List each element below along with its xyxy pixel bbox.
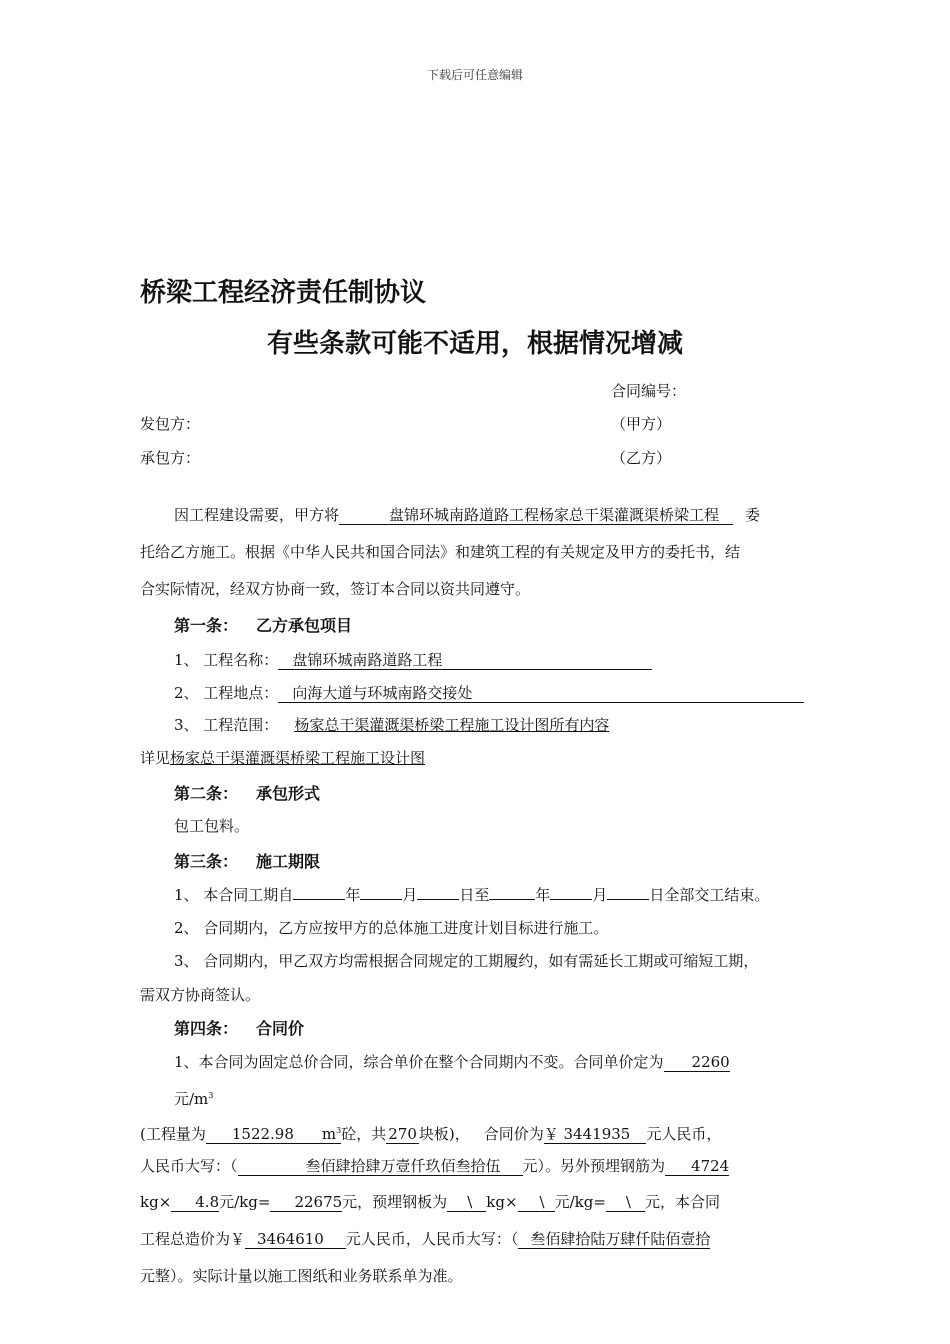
plate-unit-price-value: \ — [518, 1193, 555, 1212]
article-3-item-3-cont: 需双方协商签认。 — [140, 986, 261, 1004]
article-4-line-1: 1、本合同为固定总价合同，综合单价在整个合同期内不变。合同单价定为 2260 — [174, 1053, 730, 1071]
article-1-item-3: 3、 工程范围： 杨家总干渠灌溉渠桥梁工程施工设计图所有内容 — [174, 716, 610, 734]
intro-line-1: 因工程建设需要，甲方将 盘锦环城南路道路工程杨家总干渠灌溉渠桥梁工程 委 — [174, 506, 761, 524]
page-header-note: 下载后可任意编辑 — [426, 68, 523, 82]
article-4-line-4: 人民币大写：（ 叁佰肆拾肆万壹仟玖佰叁拾伍 元）。另外预埋钢筋为 4724 — [140, 1157, 730, 1175]
contract-number-label: 合同编号： — [611, 382, 687, 400]
end-month-blank — [550, 884, 592, 900]
article-4-line-5: kg× 4.8元/kg= 22675元，预埋钢板为 \ kg× \ 元/kg= \ 元，本合同 — [140, 1193, 720, 1211]
project-name-fill: 盘锦环城南路道路工程杨家总干渠灌溉渠桥梁工程 — [339, 506, 733, 525]
start-month-blank — [360, 884, 402, 900]
plate-total-value: \ — [606, 1193, 645, 1212]
unit-price-value: 2260 — [664, 1053, 730, 1072]
contractor-label: 承包方： — [140, 449, 201, 467]
article-3-item-2: 2、 合同期内，乙方应按甲方的总体施工进度计划目标进行施工。 — [174, 919, 609, 937]
total-price-words-value: 叁佰肆拾陆万肆仟陆佰壹拾 — [518, 1230, 710, 1249]
contractor-tag: （乙方） — [611, 449, 672, 467]
plate-weight-value: \ — [447, 1193, 486, 1212]
total-price-value: 3464610 — [245, 1230, 346, 1249]
intro-line-2: 托给乙方施工。根据《中华人民共和国合同法》和建筑工程的有关规定及甲方的委托书，结 — [140, 543, 741, 561]
article-2-heading: 第二条： 承包形式 — [174, 784, 321, 803]
employer-label: 发包方： — [140, 415, 201, 433]
article-4-line-2: 元$/m^3$ — [174, 1090, 214, 1108]
article-4-line-6: 工程总造价为￥ 3464610 元人民币，人民币大写：（ 叁佰肆拾陆万肆仟陆佰壹拾 — [140, 1230, 711, 1248]
start-year-blank — [293, 884, 345, 900]
rebar-total-value: 22675 — [270, 1193, 342, 1212]
document-subtitle: 有些条款可能不适用，根据情况增减 — [266, 329, 683, 359]
article-3-heading: 第三条： 施工期限 — [174, 852, 321, 871]
article-4-line-7: 元整）。实际计量以施工图纸和业务联系单为准。 — [140, 1267, 463, 1285]
price-in-words-value: 叁佰肆拾肆万壹仟玖佰叁拾伍 — [238, 1157, 523, 1176]
article-1-detail: 详见杨家总干渠灌溉渠桥梁工程施工设计图 — [140, 749, 426, 767]
intro-line-3: 合实际情况，经双方协商一致，签订本合同以资共同遵守。 — [140, 580, 531, 598]
document-title: 桥梁工程经济责任制协议 — [140, 278, 427, 308]
quantity-value: 1522.98 — [206, 1125, 308, 1144]
article-3-item-3: 3、 合同期内，甲乙双方均需根据合同规定的工期履约，如有需延长工期或可缩短工期， — [174, 952, 759, 970]
employer-tag: （甲方） — [611, 415, 672, 433]
article-1-item-1: 1、 工程名称： 盘锦环城南路道路工程 — [174, 650, 652, 670]
board-count-value: 270 — [388, 1125, 417, 1143]
contract-price-value: ￥ 3441935 — [544, 1125, 647, 1144]
rebar-weight-value: 4724 — [665, 1157, 729, 1176]
project-scope-value: 杨家总干渠灌溉渠桥梁工程施工设计图所有内容 — [294, 716, 610, 734]
end-year-blank — [489, 884, 535, 900]
article-4-heading: 第四条： 合同价 — [174, 1019, 305, 1038]
article-2-body: 包工包料。 — [174, 817, 250, 835]
article-4-line-3: (工程量为 1522.98 $m^3$砼，共 270 块板)， 合同价为￥ 3441935 元人民币， — [140, 1122, 721, 1144]
start-day-blank — [417, 884, 459, 900]
article-1-item-2: 2、 工程地点： 向海大道与环城南路交接处 — [174, 683, 804, 703]
end-day-blank — [607, 884, 649, 900]
design-drawing-ref: 杨家总干渠灌溉渠桥梁工程施工设计图 — [170, 749, 426, 767]
project-location-value: 向海大道与环城南路交接处 — [278, 684, 804, 703]
article-1-heading: 第一条： 乙方承包项目 — [174, 616, 353, 635]
rebar-unit-price-value: 4.8 — [171, 1193, 219, 1212]
project-name-value: 盘锦环城南路道路工程 — [278, 651, 652, 670]
article-3-item-1: 1、 本合同工期自 年 月 日至 年 月 日全部交工结束。 — [174, 886, 770, 904]
